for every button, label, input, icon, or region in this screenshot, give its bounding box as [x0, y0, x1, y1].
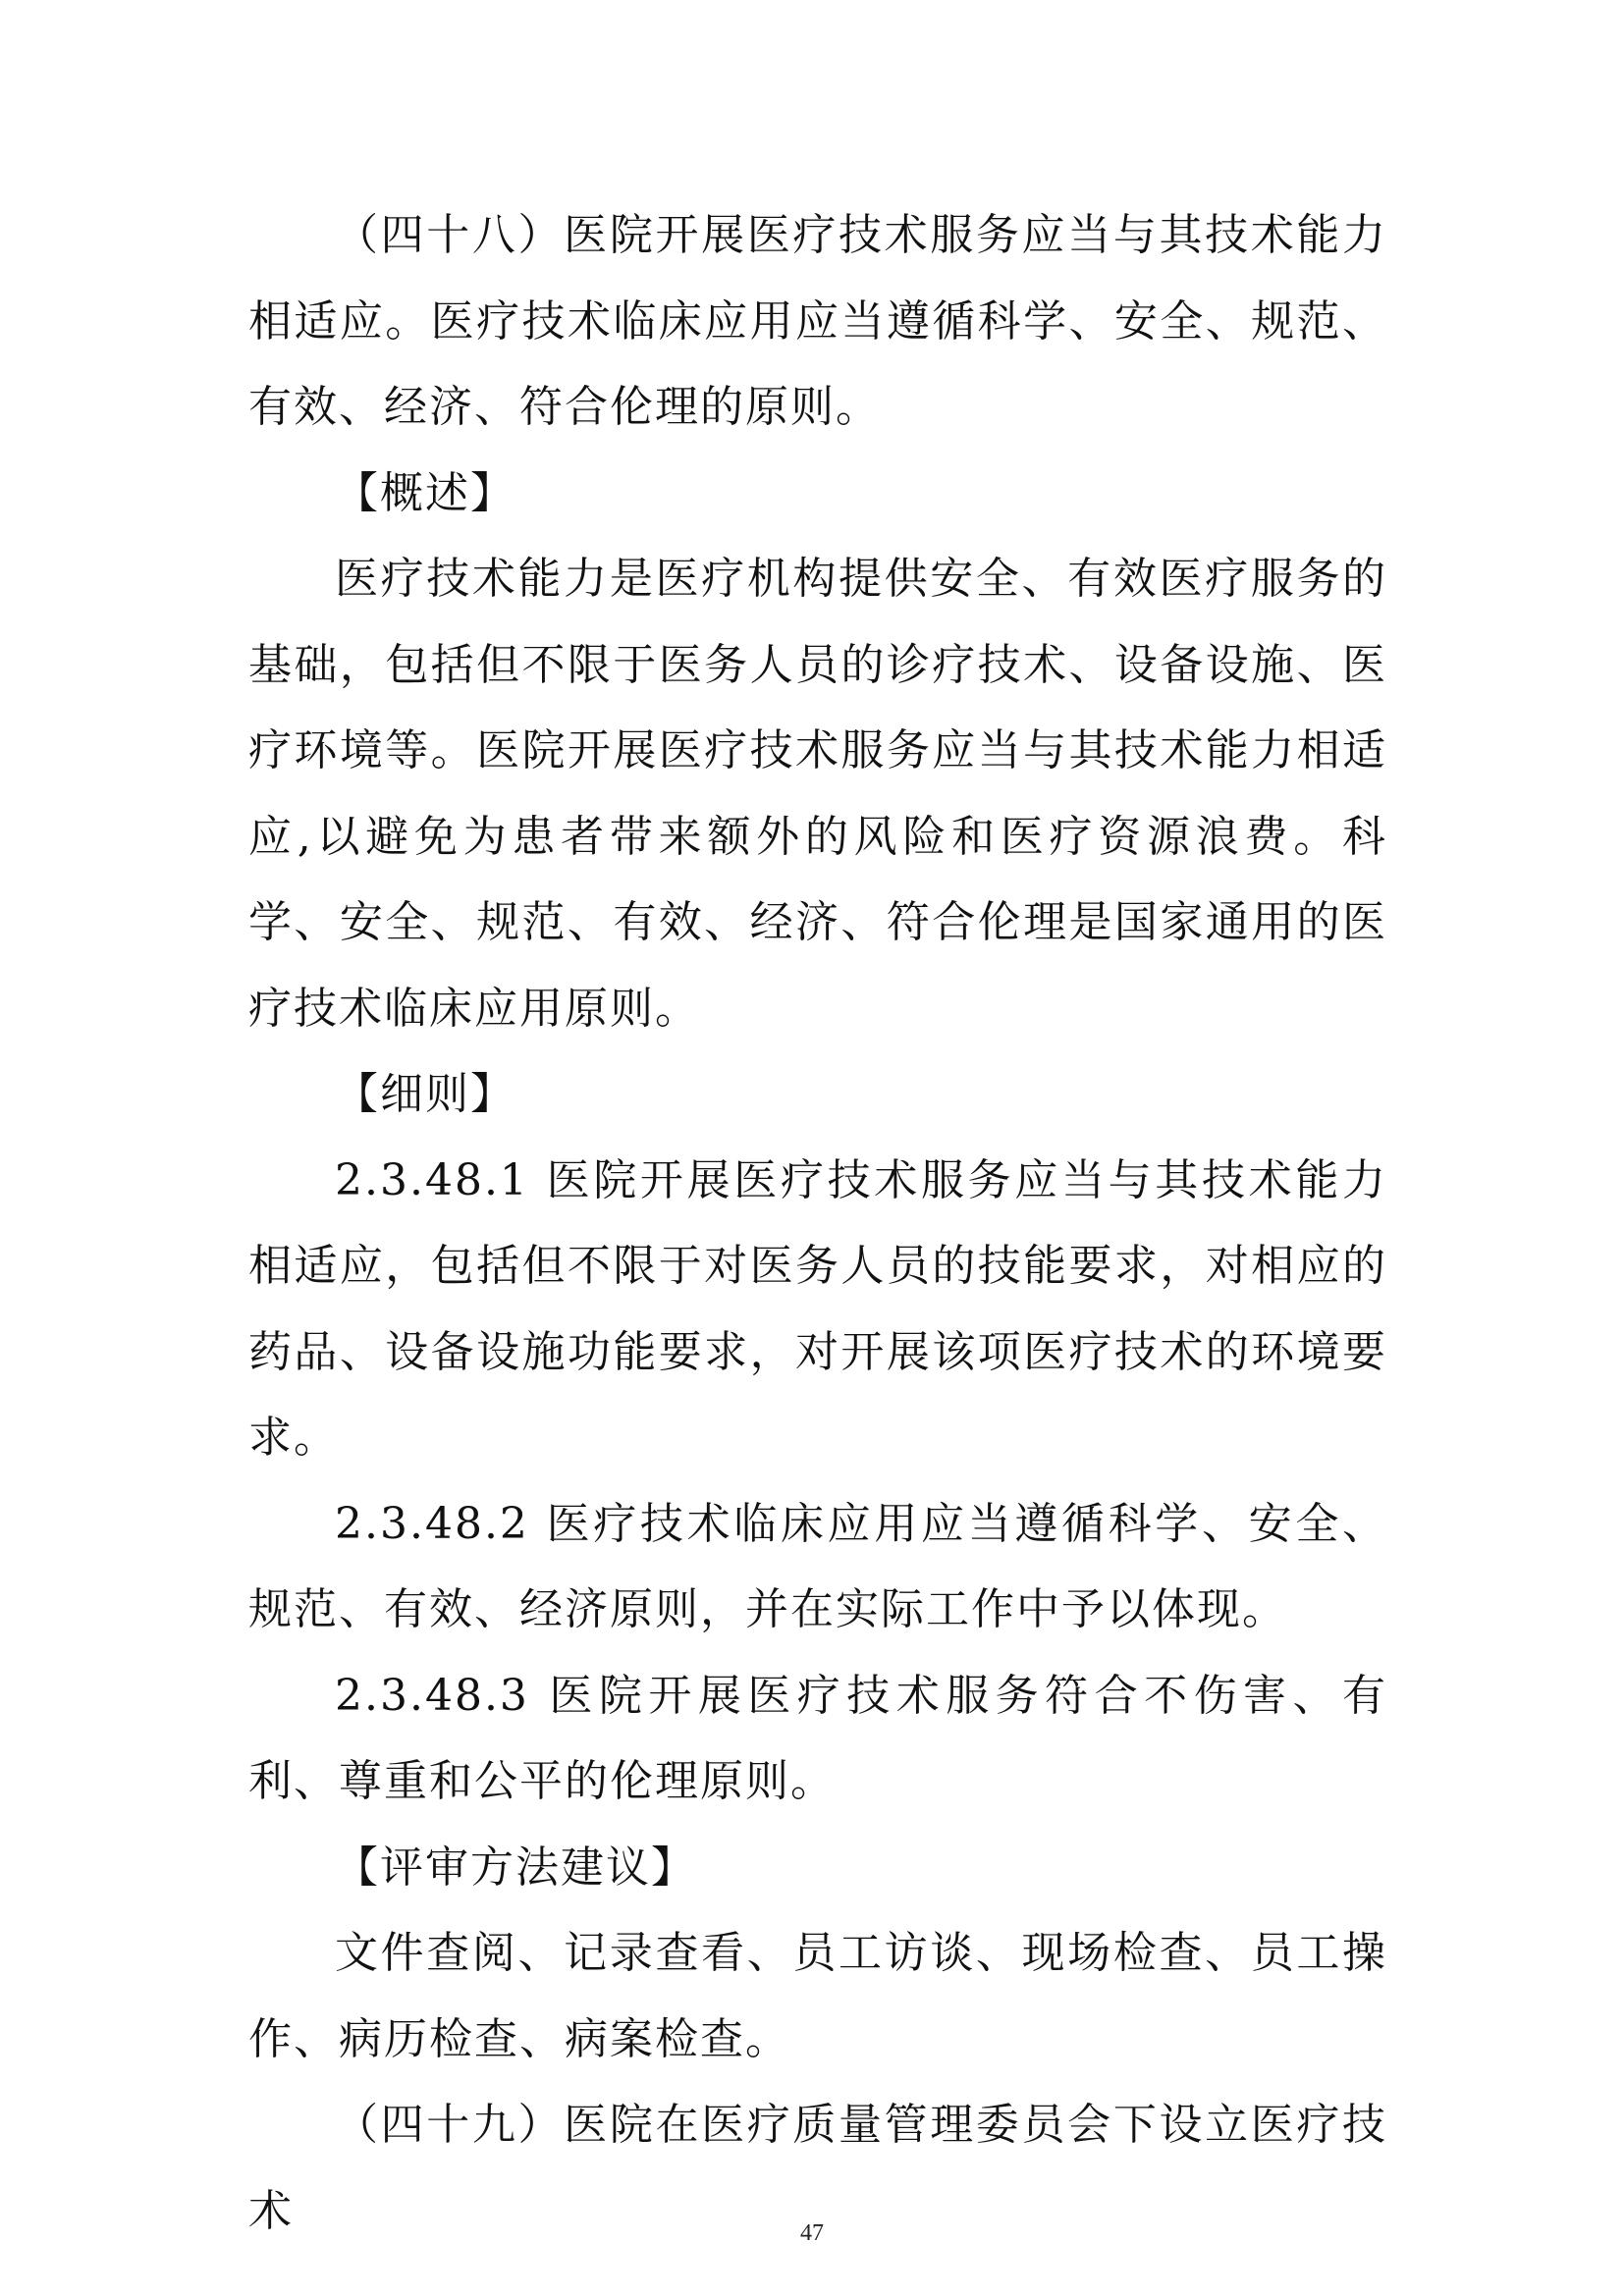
page-body [248, 192, 1387, 2254]
section-heading-overview: 【概述】 [335, 467, 515, 518]
section-heading-review-methods: 【评审方法建议】 [335, 1842, 696, 1893]
paragraph-item-48-standard: （四十八）医院开展医疗技术服务应当与其技术能力相适应。医疗技术临床应用应当遵循科学、安全、规范、有效、经济、符合伦理的原则。 [248, 210, 1387, 432]
paragraph-item-49-standard: （四十九）医院在医疗质量管理委员会下设立医疗技术 [248, 2100, 1387, 2236]
paragraph-overview: 医疗技术能力是医疗机构提供安全、有效医疗服务的基础，包括但不限于医务人员的诊疗技术、设备设施、医疗环境等。医院开展医疗技术服务应当与其技术能力相适应,以避免为患者带来额外的风险和医疗资源浪费。科学、安全、规范、有效、经济、符合伦理是国家通用的医疗技术临床应用原则。 [248, 554, 1387, 1034]
section-heading-rules: 【细则】 [335, 1069, 515, 1119]
paragraph-rule-2-3-48-1: 2.3.48.1 医院开展医疗技术服务应当与其技术能力相适应，包括但不限于对医务人员的技能要求，对相应的药品、设备设施功能要求，对开展该项医疗技术的环境要求。 [248, 1154, 1387, 1463]
paragraph-rule-2-3-48-2: 2.3.48.2 医疗技术临床应用应当遵循科学、安全、规范、有效、经济原则，并在实际工作中予以体现。 [248, 1498, 1387, 1634]
paragraph-rule-2-3-48-3: 2.3.48.3 医院开展医疗技术服务符合不伤害、有利、尊重和公平的伦理原则。 [248, 1670, 1387, 1806]
paragraph-review-methods: 文件查阅、记录查看、员工访谈、现场检查、员工操作、病历检查、病案检查。 [248, 1928, 1387, 2064]
page-number: 47 [800, 2220, 824, 2246]
